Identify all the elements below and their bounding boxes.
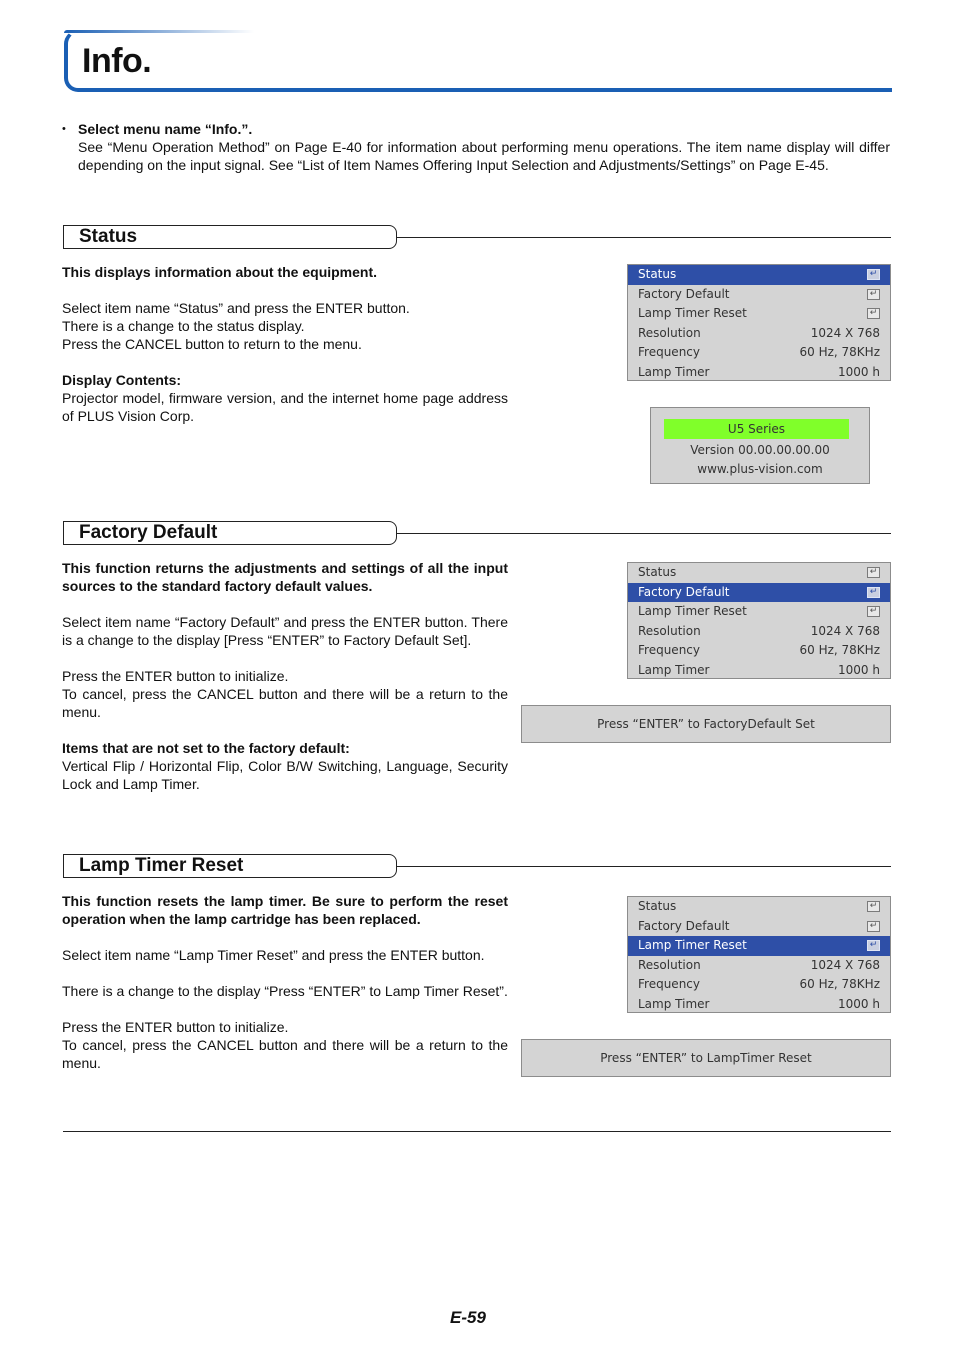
page-title: Info.: [82, 42, 152, 80]
menu-item-status[interactable]: Status ↵: [628, 897, 890, 917]
menu-item-resolution: Resolution 1024 X 768: [638, 623, 880, 638]
factory-default-p3: To cancel, press the CANCEL button and there will be a return to the menu.: [62, 686, 508, 720]
menu-item-resolution: Resolution 1024 X 768: [638, 957, 880, 972]
menu-item-factory-default[interactable]: Factory Default ↵: [628, 285, 890, 305]
status-sub-body: Projector model, firmware version, and the internet home page address of PLUS Vision Corp.: [62, 390, 508, 424]
factory-default-p2: Press the ENTER button to initialize.: [62, 668, 289, 684]
factory-default-p1: Select item name “Factory Default” and press the ENTER button. There is a change to the display [Press “ENTER” to Factory Default Set].: [62, 614, 508, 648]
menu-item-lamp-timer: Lamp Timer 1000 h: [638, 364, 880, 379]
return-icon: ↵: [867, 901, 880, 912]
section-heading-label: Factory Default: [79, 522, 218, 543]
lamp-timer-reset-p1: Select item name “Lamp Timer Reset” and press the ENTER button.: [62, 947, 485, 963]
status-p3: Press the CANCEL button to return to the menu.: [62, 336, 362, 352]
factory-default-sub-heading: Items that are not set to the factory default:: [62, 740, 350, 756]
section-heading-status: [63, 225, 397, 249]
menu-item-status[interactable]: Status ↵: [628, 265, 890, 285]
status-sub-heading: Display Contents:: [62, 372, 182, 388]
lamp-timer-reset-text: [62, 892, 508, 1072]
menu-item-frequency: Frequency 60 Hz, 78KHz: [638, 977, 880, 991]
title-frame: [64, 30, 892, 92]
menu-item-lamp-timer-reset[interactable]: Lamp Timer Reset ↵: [628, 936, 890, 956]
menu-item-lamp-timer-reset[interactable]: Lamp Timer Reset ↵: [628, 602, 890, 622]
menu-item-factory-default[interactable]: Factory Default ↵: [628, 917, 890, 937]
menu-item-status[interactable]: Status ↵: [628, 563, 890, 583]
return-icon: ↵: [867, 940, 880, 951]
section-heading-lamp-timer-reset: [63, 854, 397, 878]
factory-default-text: [62, 559, 508, 793]
osd-menu-lamp-timer-reset: [627, 896, 891, 1013]
press-enter-lamp-timer-reset: Press “ENTER” to LampTimer Reset: [521, 1039, 891, 1077]
lamp-timer-reset-p2: There is a change to the display “Press “ENTER” to Lamp Timer Reset”.: [62, 983, 508, 999]
model-name: U5 Series: [664, 419, 849, 439]
return-icon: ↵: [867, 606, 880, 617]
factory-default-lead: This function returns the adjustments and settings of all the input sources to the standard factory default values.: [62, 560, 508, 594]
bottom-rule: [63, 1131, 891, 1132]
status-text: [62, 263, 508, 425]
factory-default-sub-body: Vertical Flip / Horizontal Flip, Color B/W Switching, Language, Security Lock and Lamp Timer.: [62, 758, 508, 792]
firmware-version: Version 00.00.00.00.00: [690, 443, 830, 457]
section-rule: [397, 237, 891, 238]
return-icon: ↵: [867, 308, 880, 319]
press-enter-factory-default: Press “ENTER” to FactoryDefault Set: [521, 705, 891, 743]
menu-item-frequency: Frequency 60 Hz, 78KHz: [638, 345, 880, 359]
lamp-timer-reset-p3: Press the ENTER button to initialize.: [62, 1019, 289, 1035]
menu-item-lamp-timer-reset[interactable]: Lamp Timer Reset ↵: [628, 304, 890, 324]
osd-menu-status: [627, 264, 891, 381]
intro-lead: Select menu name “Info.”.: [78, 121, 253, 137]
return-icon: ↵: [867, 289, 880, 300]
section-heading-label: Status: [79, 226, 138, 247]
section-heading-label: Lamp Timer Reset: [79, 855, 244, 876]
return-icon: ↵: [867, 921, 880, 932]
bullet-icon: •: [62, 123, 66, 135]
section-rule: [397, 533, 891, 534]
lamp-timer-reset-p4: To cancel, press the CANCEL button and there will be a return to the menu.: [62, 1037, 508, 1071]
status-lead: This displays information about the equipment.: [62, 264, 378, 280]
intro-body: See “Menu Operation Method” on Page E-40 for information about performing menu operations. The item name display will differ depending on the input signal. See “List of Item Names Offering Input Selection and Adjustments/Settings” on Page E-45.: [78, 139, 890, 173]
status-p2: There is a change to the status display.: [62, 318, 305, 334]
menu-item-resolution: Resolution 1024 X 768: [638, 325, 880, 340]
menu-item-frequency: Frequency 60 Hz, 78KHz: [638, 643, 880, 657]
section-heading-factory-default: [63, 521, 397, 545]
page-number: E-59: [450, 1308, 486, 1327]
menu-item-lamp-timer: Lamp Timer 1000 h: [638, 996, 880, 1011]
menu-item-lamp-timer: Lamp Timer 1000 h: [638, 662, 880, 677]
return-icon: ↵: [867, 269, 880, 280]
lamp-timer-reset-lead: This function resets the lamp timer. Be sure to perform the reset operation when the lamp cartridge has been replaced.: [62, 893, 508, 927]
return-icon: ↵: [867, 567, 880, 578]
section-rule: [397, 866, 891, 867]
website-url: www.plus-vision.com: [697, 462, 823, 476]
menu-item-factory-default[interactable]: Factory Default ↵: [628, 583, 890, 603]
return-icon: ↵: [867, 587, 880, 598]
osd-menu-factory-default: [627, 562, 891, 679]
status-display: [650, 407, 870, 484]
status-p1: Select item name “Status” and press the ENTER button.: [62, 300, 410, 316]
